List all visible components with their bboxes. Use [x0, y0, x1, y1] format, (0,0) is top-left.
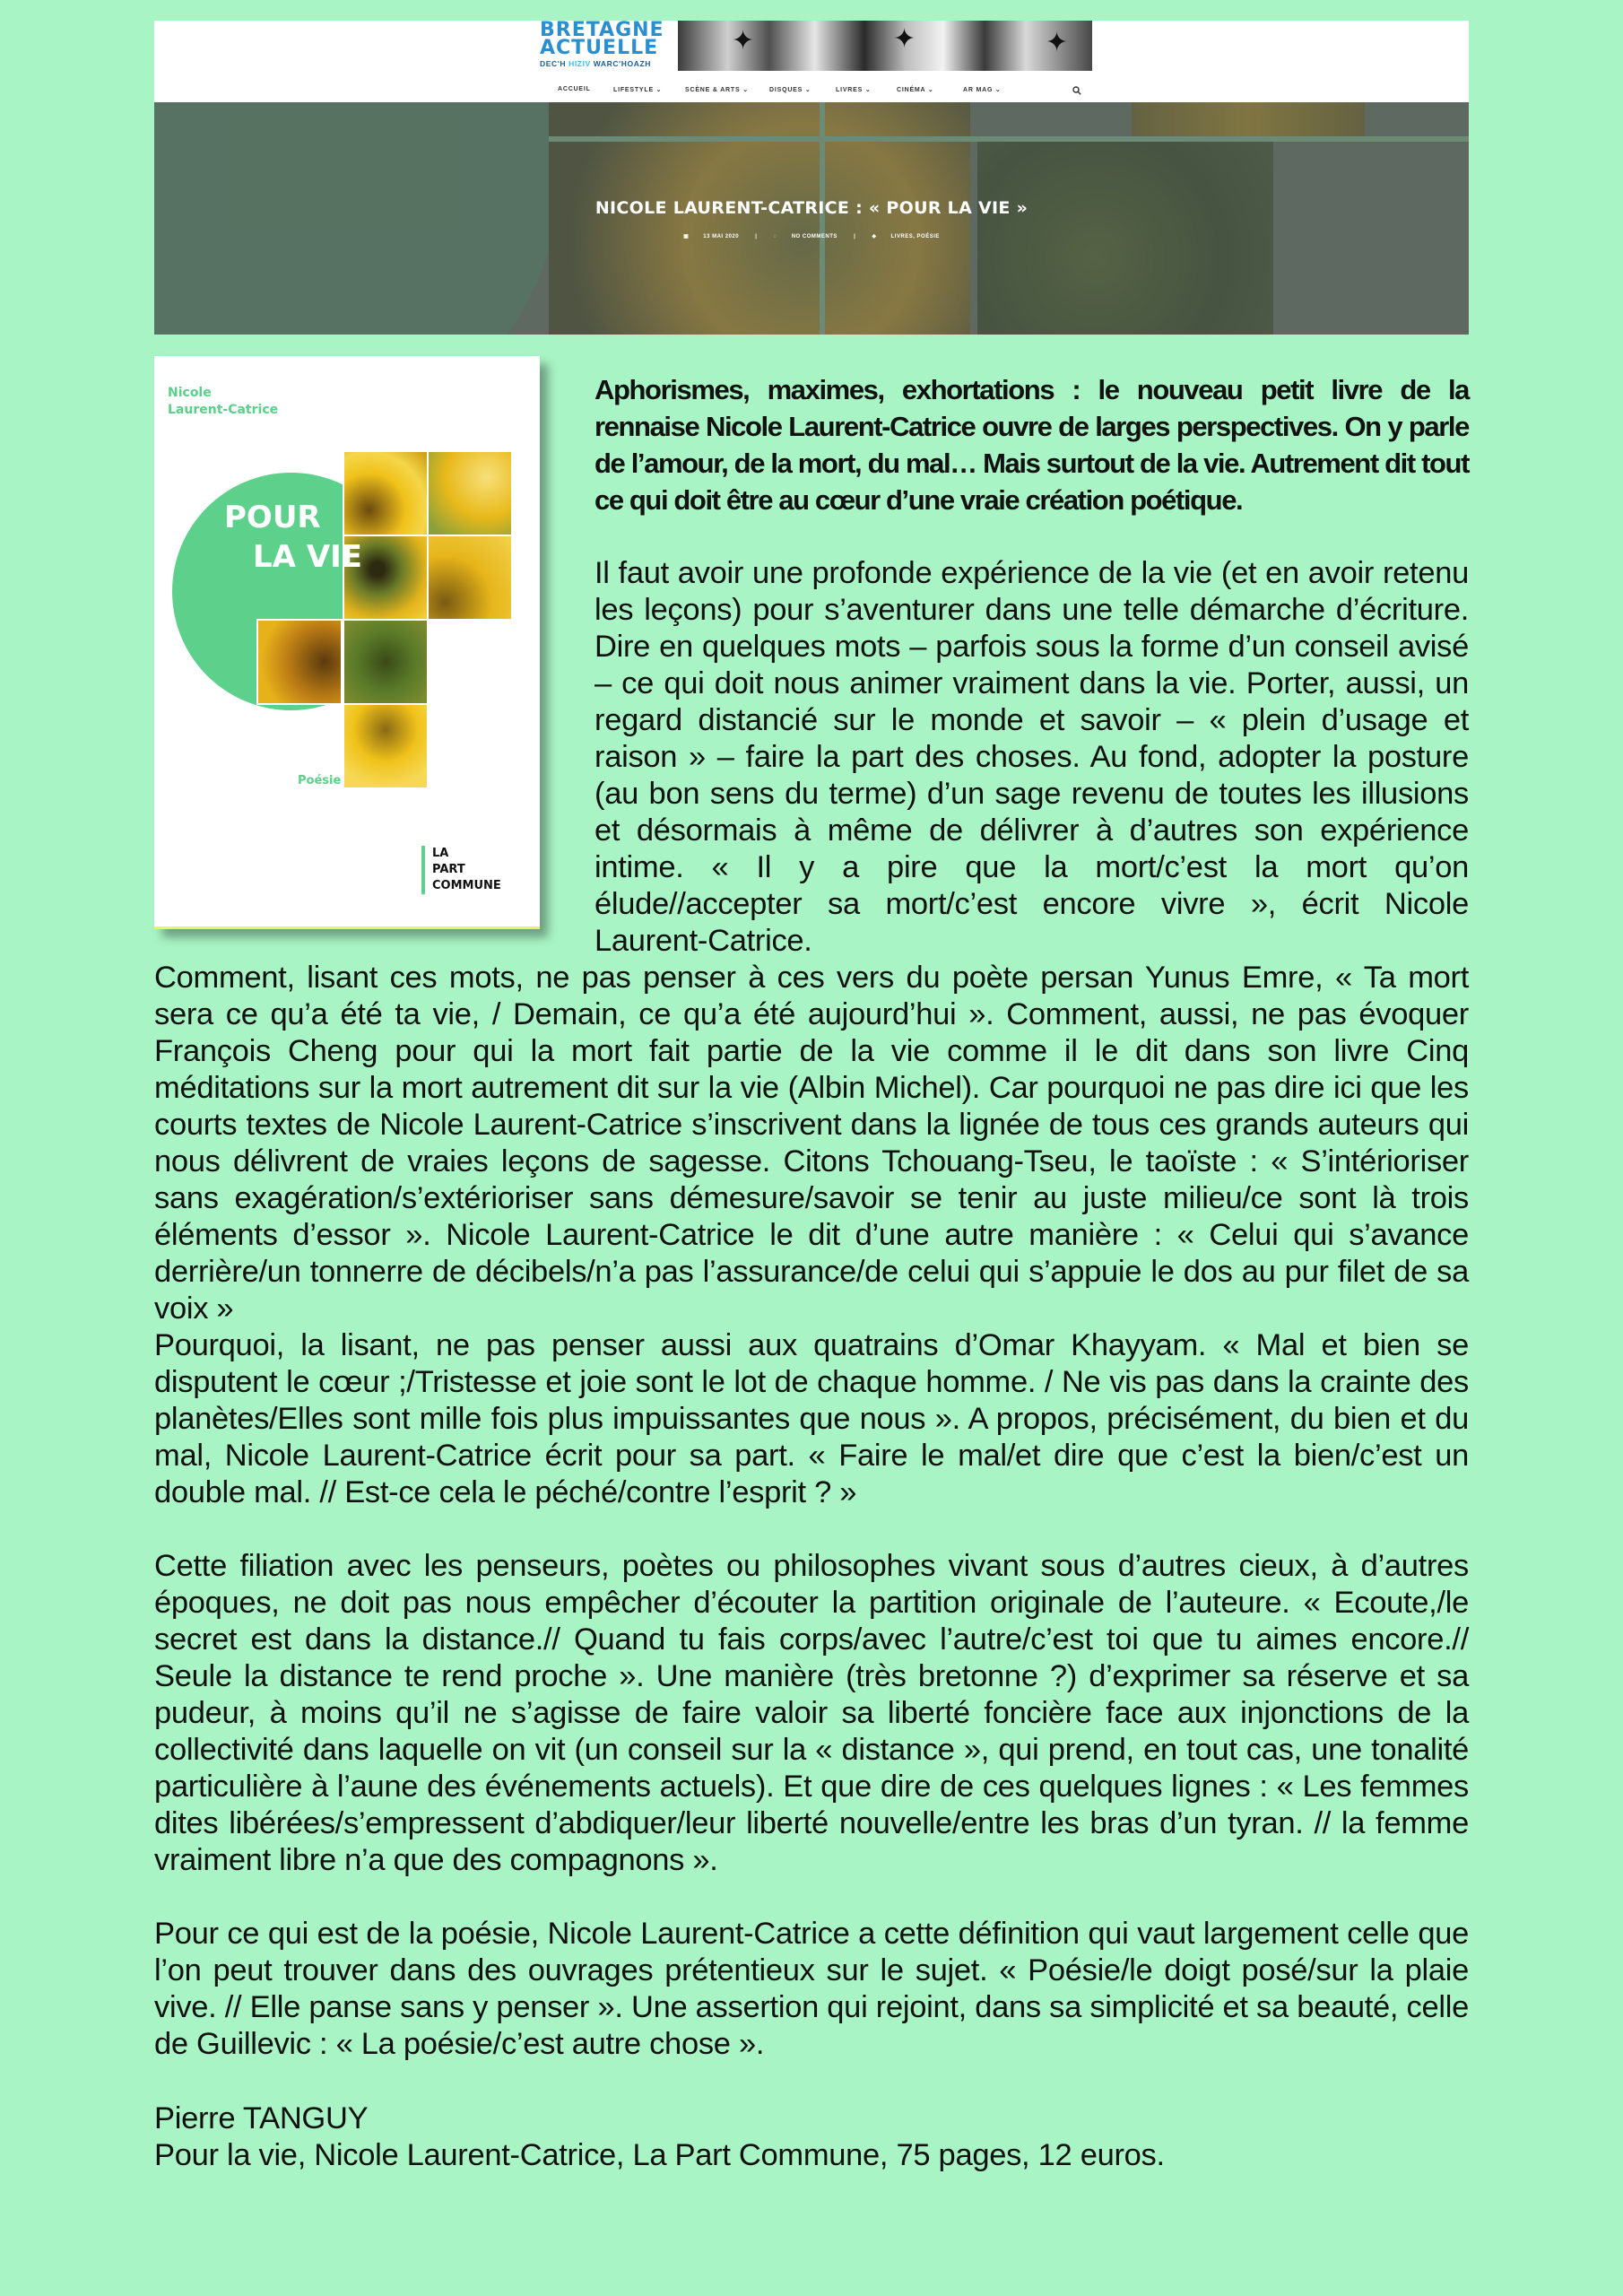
hero-overlay [154, 102, 1469, 335]
meta-separator: | [755, 234, 758, 239]
article-signature [154, 2100, 1469, 2174]
cover-genre: Poésie [298, 774, 342, 787]
logo-tagline-accent: HIZIV [568, 59, 591, 68]
logo-line1: BRETAGNE [540, 19, 664, 41]
article-categories[interactable]: LIVRES, POÉSIE [890, 234, 940, 239]
article-paragraph: Pour ce qui est de la poésie, Nicole Laurent-Catrice a cette définition qui vaut largement celle que l’on peut trouver dans des ouvrages prétentieux sur le sujet. « Poésie/le doigt posé/sur la plaie vive. // Elle panse sans y penser ». Une assertion qui rejoint, dans sa simplicité et sa beauté, celle de Guillevic : « La poésie/c’est autre chose ». [154, 1917, 1469, 2061]
nav-item-accueil[interactable]: ACCUEIL [558, 86, 591, 92]
banner-ornament-icon: ✦ [1046, 28, 1069, 57]
cover-sunflower-tile [427, 450, 513, 536]
logo-tagline-post: WARC'HOAZH [590, 59, 651, 68]
article-paragraph: Pourquoi, la lisant, ne pas penser aussi aux quatrains d’Omar Khayyam. « Mal et bien se disputent le cœur ;/Tristesse et joie sont le lot de chaque homme. / Ne vis pas dans la crainte des planètes/Elles sont mille fois plus impuissantes que nous ». A propos, précisément, du bien et du mal, Nicole Laurent-Catrice écrit pour sa part. « Faire le mal/et dire que c’est la bien/c’est un double mal. // Est-ce cela le péché/contre l’esprit ? » [154, 1328, 1469, 1509]
cover-title [224, 498, 362, 577]
logo-tagline-pre: DEC'H [540, 59, 569, 68]
article-hero [154, 102, 1469, 335]
cover-author-last: Laurent-Catrice [168, 403, 279, 417]
cover-publisher-line3: COMMUNE [432, 879, 501, 892]
cover-author-first: Nicole [168, 386, 212, 400]
cover-title-line1: POUR [224, 500, 321, 535]
cover-sunflower-tile [427, 535, 513, 621]
cover-title-line2: LA VIE [253, 539, 363, 575]
article-paragraph: Il faut avoir une profonde expérience de la vie (et en avoir retenu les leçons) pour s’aventurer dans une telle démarche d’écriture. Dire en quelques mots – parfois sous la forme d’un conseil avisé – ce qui doit nous animer vraiment dans la vie. Porter, aussi, un regard distancié sur le monde et savoir – « plein d’usage et raison » – faire la part des choses. Au fond, adopter la posture (au bon sens du terme) d’un sage revenu de toutes les illusions et désormais à même de délivrer à d’autres son expérience intime. « Il y a pire que la mort/c’est la mort qu’on élude//accepter sa mort/c’est encore vivre », écrit Nicole Laurent-Catrice. [595, 556, 1469, 958]
article-meta [154, 233, 1469, 239]
nav-item-cinema[interactable]: CINÉMA ⌄ [897, 87, 934, 93]
nav-item-lifestyle[interactable]: LIFESTYLE ⌄ [613, 87, 663, 93]
calendar-icon: ▣ [683, 234, 690, 239]
article-author: Pierre TANGUY [154, 2101, 369, 2135]
article-title: NICOLE LAURENT-CATRICE : « POUR LA VIE » [595, 198, 1028, 218]
site-logo[interactable] [540, 21, 662, 69]
nav-item-livres[interactable]: LIVRES ⌄ [836, 87, 872, 93]
article-lead: Aphorismes, maximes, exhortations : le nouveau petit livre de la rennaise Nicole Laurent-Catrice ouvre de larges perspectives. On y parle de l’amour, de la mort, du mal… Mais surtout de la vie. Autrement dit tout ce qui doit être au cœur d’une vraie création poétique. [595, 374, 1469, 516]
cover-publisher-line1: LA [432, 847, 449, 860]
book-cover-image [154, 356, 540, 929]
comment-icon: ◌ [773, 234, 777, 239]
cover-sunflower-tile [256, 619, 343, 705]
meta-separator: | [854, 234, 856, 239]
banner-ornament-icon: ✦ [732, 26, 755, 56]
banner-art [678, 21, 1092, 71]
cover-sunflower-tile [343, 703, 429, 789]
nav-item-disques[interactable]: DISQUES ⌄ [769, 87, 812, 93]
article-paragraph: Comment, lisant ces mots, ne pas penser à ces vers du poète persan Yunus Emre, « Ta mort sera ce qu’a été ta vie, / Demain, ce qu’a été aujourd’hui ». Comment, aussi, ne pas évoquer François Cheng pour qui la mort fait partie de la vie comme il le dit dans son livre Cinq méditations sur la mort autrement dit sur la vie (Albin Michel). Car pourquoi ne pas dire ici que les courts textes de Nicole Laurent-Catrice s’inscrivent dans la lignée de tous ces grands auteurs qui nous délivrent de vraies leçons de sagesse. Citons Tchouang-Tseu, le taoïste : « S’intérioriser sans exagération/s’extérioriser sans démesure/savoir se tenir au juste milieu/ce sont là trois éléments d’essor ». Nicole Laurent-Catrice le dit d’une autre manière : « Celui qui s’avance derrière/un tonnerre de décibels/n’a pas l’assurance/de celui qui s’appuie le dos au pur filet de sa voix » [154, 961, 1469, 1326]
banner-ornament-icon: ✦ [893, 24, 916, 54]
cover-publisher-line2: PART [432, 863, 465, 876]
logo-line2: ACTUELLE [540, 37, 659, 59]
search-icon[interactable] [1072, 86, 1081, 95]
logo-tagline [540, 59, 651, 68]
article-date[interactable]: 13 MAI 2020 [703, 234, 740, 239]
book-info: Pour la vie, Nicole Laurent-Catrice, La Part Commune, 75 pages, 12 euros. [154, 2138, 1165, 2172]
cover-sunflower-tile [343, 619, 429, 705]
nav-item-scene-arts[interactable]: SCÈNE & ARTS ⌄ [685, 87, 749, 93]
article-comments[interactable]: NO COMMENTS [791, 234, 838, 239]
cover-author [168, 385, 347, 419]
article-paragraph: Cette filiation avec les penseurs, poètes ou philosophes vivant sous d’autres cieux, à d’autres époques, ne doit pas nous empêcher d’écouter la partition originale de l’auteure. « Ecoute,/le secret est dans la distance.// Quand tu fais corps/avec l’autre/c’est toi que tu aimes encore.// Seule la distance te rend proche ». Une manière (très bretonne ?) d’exprimer sa réserve et sa pudeur, à moins qu’il ne s’agisse de faire valoir sa liberté foncière face aux injonctions de la collectivité dans laquelle on vit (un conseil sur la « distance », qui prend, en tout cas, une tonalité particulière à l’aune des événements actuels). Et que dire de ces quelques lignes : « Les femmes dites libérées/s’empressent d’abdiquer/leur liberté nouvelle/entre les bras d’un tyran. // la femme vraiment libre n’a que des compagnons ». [154, 1549, 1469, 1877]
tag-icon: ◆ [872, 234, 877, 239]
site-header [154, 21, 1469, 102]
cover-publisher [421, 846, 501, 894]
nav-item-ar-mag[interactable]: AR MAG ⌄ [963, 87, 1002, 93]
